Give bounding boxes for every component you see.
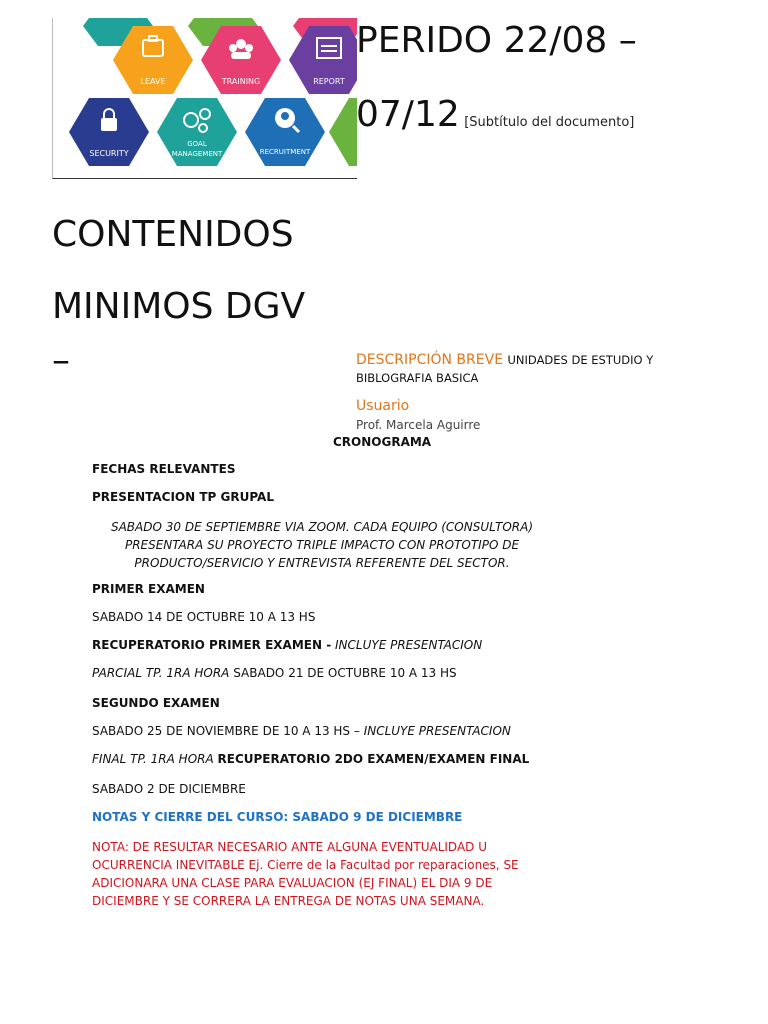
description-label: DESCRIPCIÓN BREVE (356, 352, 504, 368)
header-image (52, 18, 357, 179)
nota-line-2: OCURRENCIA INEVITABLE Ej. Cierre de la Facultad por reparaciones, SE (92, 858, 519, 872)
segundo-italic: INCLUYE PRESENTACION (363, 724, 511, 738)
recup1-line2 (92, 666, 457, 680)
author-name: Prof. Marcela Aguirre (356, 418, 481, 432)
tp-text (100, 518, 544, 572)
recup1-line (92, 638, 482, 652)
nota-line-4: DICIEMBRE Y SE CORRERA LA ENTREGA DE NOTAS UNA SEMANA. (92, 894, 485, 908)
svg-text:GOAL: GOAL (187, 140, 207, 148)
segundo-heading: SEGUNDO EXAMEN (92, 696, 220, 710)
recup2-date: SABADO 2 DE DICIEMBRE (92, 782, 246, 796)
recup1-bold: RECUPERATORIO PRIMER EXAMEN - (92, 638, 332, 652)
tp-heading: PRESENTACION TP GRUPAL (92, 490, 274, 504)
cronograma-heading: CRONOGRAMA (333, 435, 432, 449)
nota-line-3: ADICIONARA UNA CLASE PARA EVALUACION (EJ FINAL) EL DIA 9 DE (92, 876, 493, 890)
hr-hexagon-graphic (53, 18, 357, 178)
primer-date: SABADO 14 DE OCTUBRE 10 A 13 HS (92, 610, 316, 624)
nota-block (92, 838, 532, 910)
doc-subtitle: [Subtítulo del documento] (464, 115, 635, 130)
tp-text-2: PRESENTARA SU PROYECTO TRIPLE IMPACTO CON PROTOTIPO DE (124, 538, 520, 552)
recup2-bold: RECUPERATORIO 2DO EXAMEN/EXAMEN FINAL (217, 752, 530, 766)
doc-title-line1: PERIDO 22/08 – (356, 20, 637, 61)
description-block (356, 351, 656, 387)
segundo-date: SABADO 25 DE NOVIEMBRE DE 10 A 13 HS – (92, 724, 360, 738)
tp-text-1: SABADO 30 DE SEPTIEMBRE VIA ZOOM. CADA EQUIPO (CONSULTORA) (110, 520, 533, 534)
description-text-2: BIBLOGRAFIA BASICA (356, 371, 479, 385)
doc-title-line2-wrap (356, 94, 634, 135)
svg-text:RECRUITMENT: RECRUITMENT (259, 148, 311, 156)
nota-line-1: NOTA: DE RESULTAR NECESARIO ANTE ALGUNA EVENTUALIDAD U (92, 840, 487, 854)
primer-heading: PRIMER EXAMEN (92, 582, 205, 596)
user-label: Usuario (356, 398, 410, 414)
tp-text-3: PRODUCTO/SERVICIO Y ENTREVISTA REFERENTE DEL SECTOR. (134, 556, 510, 570)
svg-text:LEAVE: LEAVE (140, 77, 166, 86)
recup1-date: SABADO 21 DE OCTUBRE 10 A 13 HS (233, 666, 457, 680)
svg-text:TRAINING: TRAINING (221, 77, 261, 86)
svg-text:SECURITY: SECURITY (89, 149, 129, 158)
main-title-line3: – (52, 340, 70, 381)
fechas-heading: FECHAS RELEVANTES (92, 462, 236, 476)
segundo-line2 (92, 752, 529, 766)
main-title-line2: MINIMOS DGV (52, 286, 306, 327)
description-text-1: UNIDADES DE ESTUDIO Y (507, 353, 654, 367)
recup1-italic2: PARCIAL TP. 1RA HORA (92, 666, 230, 680)
svg-text:MANAGEMENT: MANAGEMENT (171, 150, 223, 158)
segundo-italic2: FINAL TP. 1RA HORA (92, 752, 214, 766)
recup1-italic: INCLUYE PRESENTACION (335, 638, 483, 652)
doc-title-line2: 07/12 (356, 94, 460, 135)
notas-cierre: NOTAS Y CIERRE DEL CURSO: SABADO 9 DE DICIEMBRE (92, 810, 463, 824)
segundo-line (92, 724, 511, 738)
main-title-line1: CONTENIDOS (52, 214, 294, 255)
svg-text:REPORT: REPORT (313, 77, 345, 86)
